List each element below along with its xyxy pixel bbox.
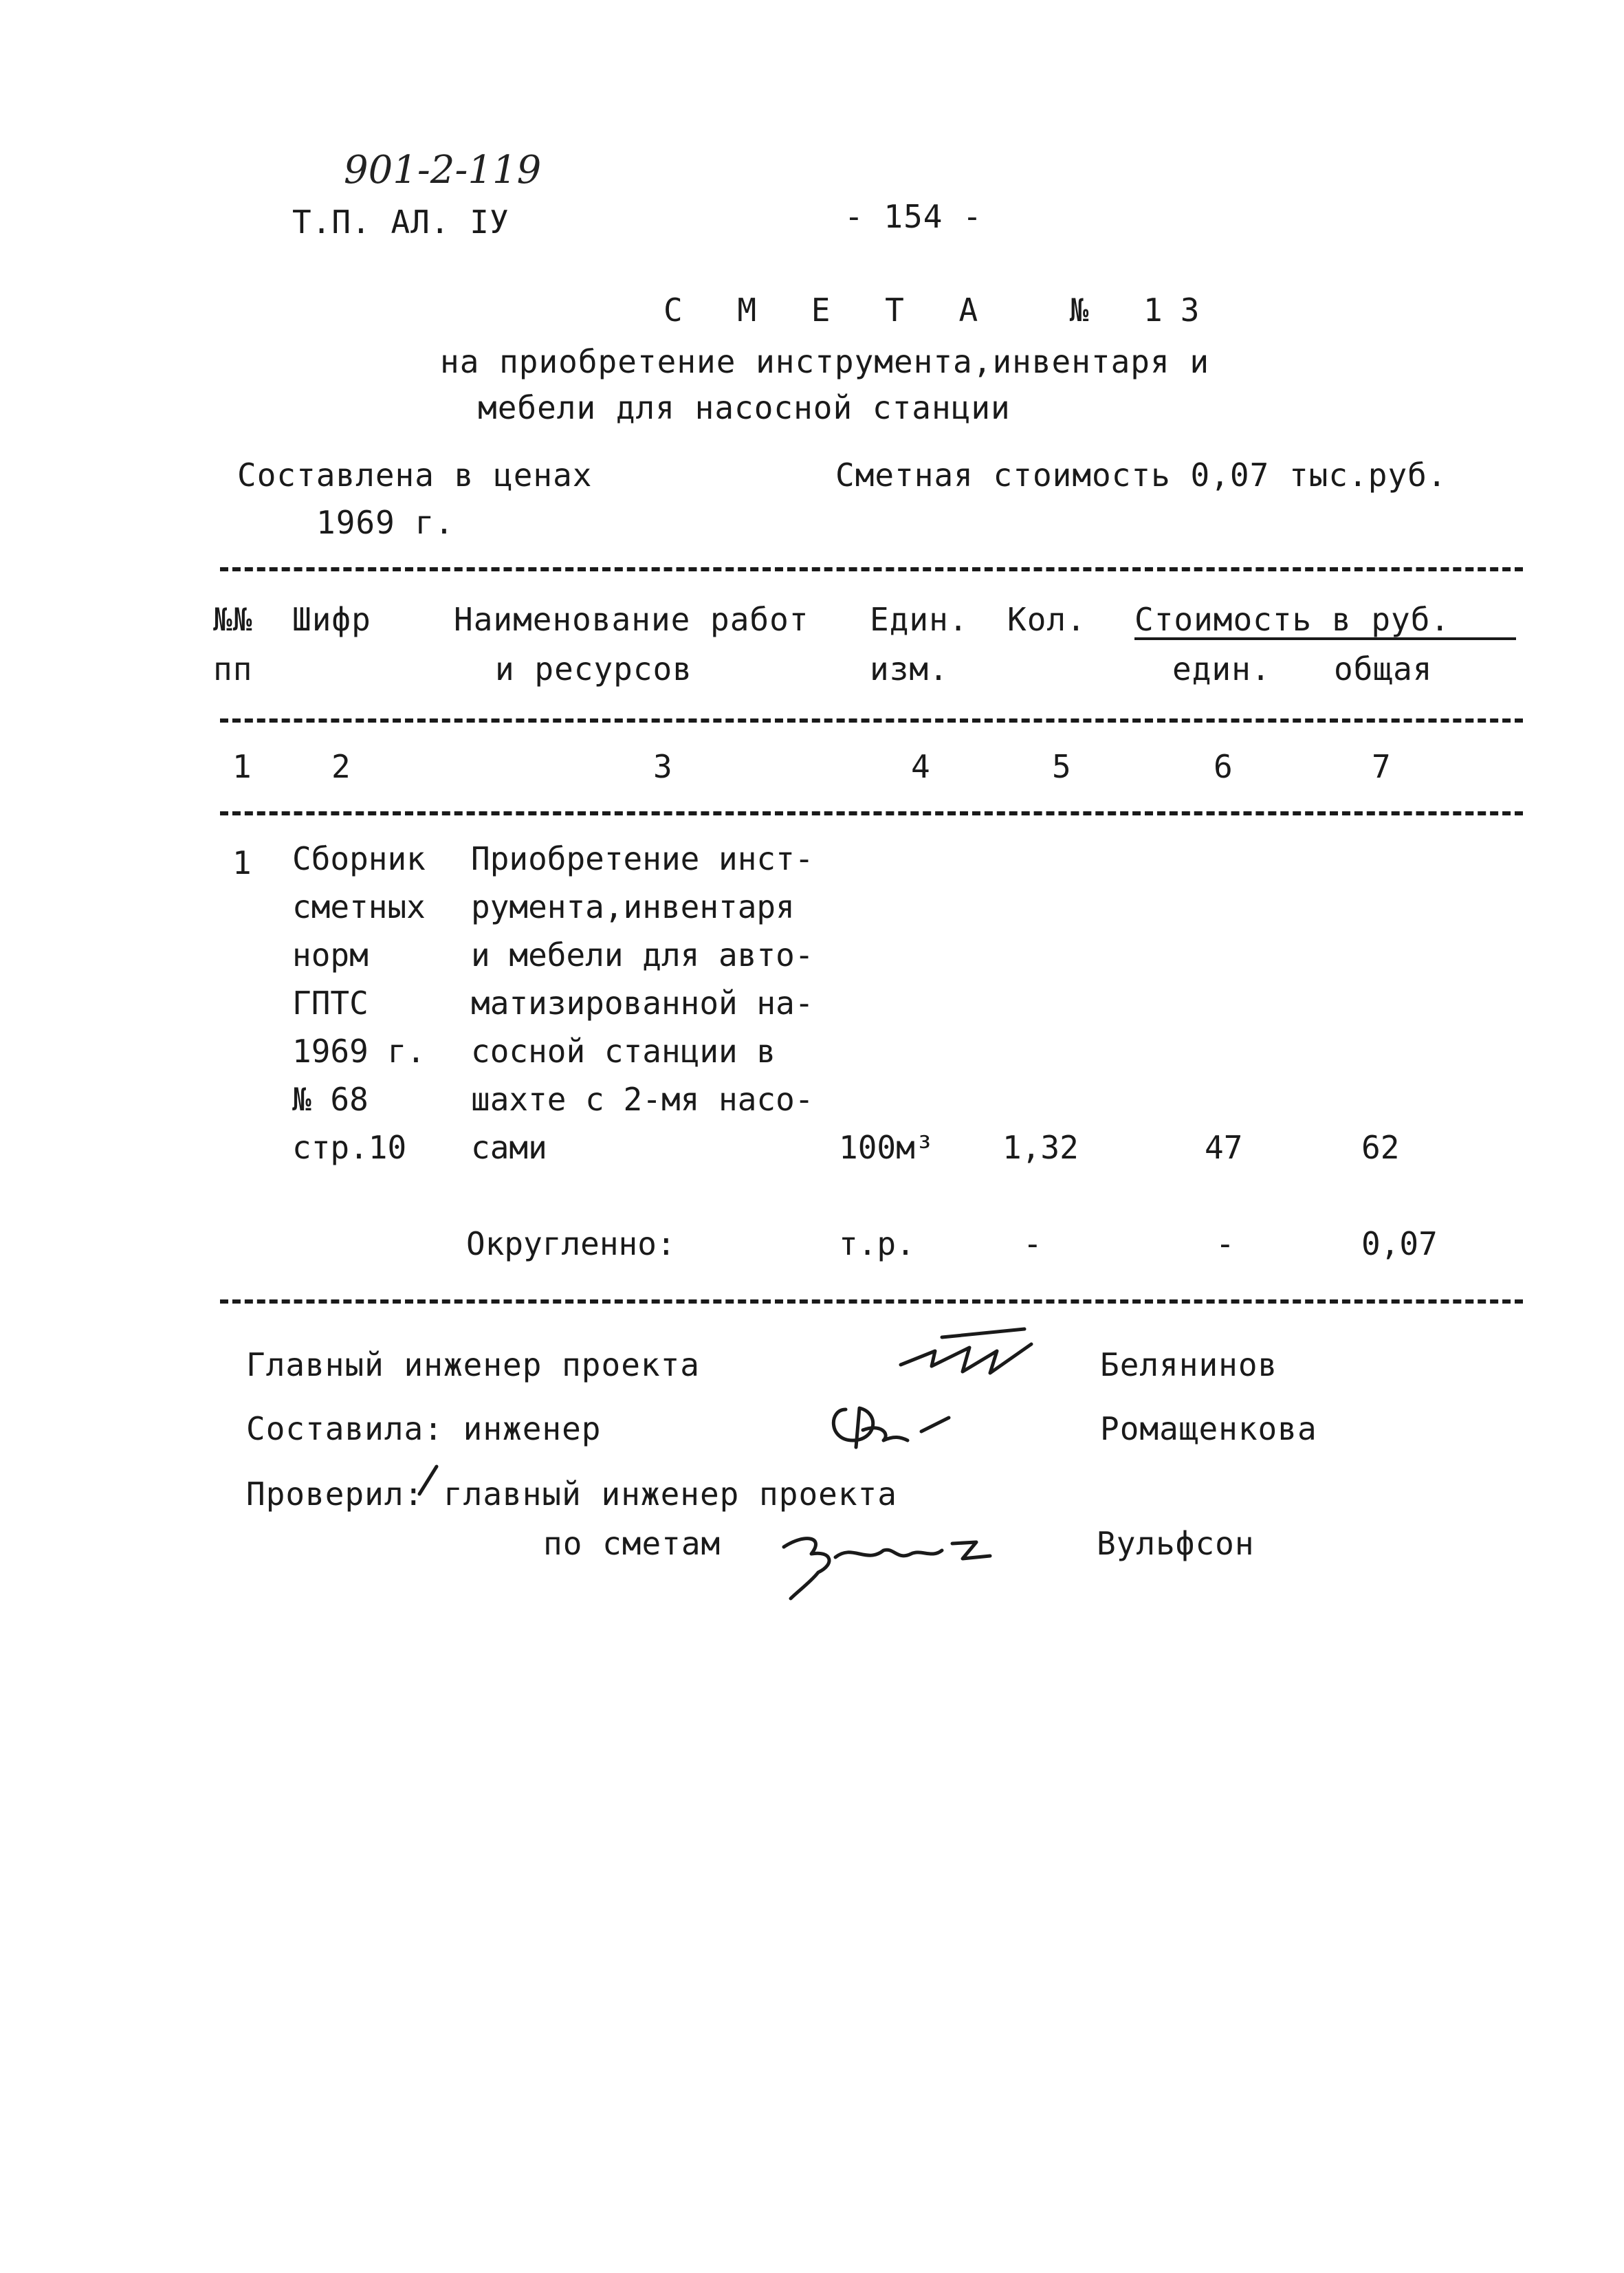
prices-label: Составлена в ценах: [237, 457, 593, 494]
document-title: С М Е Т А № 13: [663, 292, 1218, 329]
col-number-4: 4: [911, 748, 931, 785]
checked-name: Вульфсон: [1097, 1525, 1255, 1562]
header-name: Наименование работ: [454, 601, 809, 638]
header-num: №№: [213, 601, 253, 638]
header-cost-unit: един.: [1172, 650, 1271, 688]
compiler-signature: [825, 1382, 976, 1464]
row-code-line: № 68: [292, 1081, 369, 1118]
divider-top: [220, 567, 1523, 571]
header-unit-line2: изм.: [870, 650, 949, 688]
checked-label: Проверил: главный инженер проекта: [246, 1475, 897, 1513]
divider-colnums: [220, 811, 1523, 815]
header-num-pp: пп: [213, 650, 253, 688]
document-subtitle-line1: на приобретение инструмента,инвентаря и: [440, 343, 1210, 380]
row-code-line: сметных: [292, 888, 426, 925]
header-cost-total: общая: [1334, 650, 1433, 688]
row-name-line: шахте с 2-мя насо-: [471, 1081, 814, 1118]
row-name-line: сосной станции в: [471, 1033, 776, 1070]
rounded-label: Округленно:: [466, 1225, 676, 1262]
header-code: Шифр: [292, 601, 371, 638]
rounded-unit: т.р.: [839, 1225, 915, 1262]
row-name-line: румента,инвентаря: [471, 888, 795, 925]
col-number-2: 2: [331, 748, 351, 785]
col-number-6: 6: [1214, 748, 1233, 785]
col-number-3: 3: [653, 748, 673, 785]
row-code-line: Сборник: [292, 840, 426, 877]
divider-header: [220, 718, 1523, 723]
divider-bottom: [220, 1299, 1523, 1304]
col-number-1: 1: [232, 748, 252, 785]
col-number-7: 7: [1372, 748, 1392, 785]
header-cost-underline: [1134, 637, 1516, 640]
page-number: - 154 -: [844, 198, 983, 235]
header-cost-group: Стоимость в руб.: [1134, 601, 1451, 638]
chief-engineer-label: Главный инженер проекта: [246, 1346, 700, 1383]
row-code-line: ГПТС: [292, 985, 369, 1022]
row-unit-cost: 47: [1205, 1129, 1243, 1166]
header-qty: Кол.: [1007, 601, 1086, 638]
rounded-total-cost: 0,07: [1361, 1225, 1438, 1262]
header-name-line2: и ресурсов: [495, 650, 692, 688]
chief-engineer-name: Белянинов: [1100, 1346, 1278, 1383]
col-number-5: 5: [1052, 748, 1072, 785]
row-num: 1: [232, 844, 252, 881]
series-code: Т.П. АЛ. IУ: [292, 204, 509, 241]
estimated-cost: Сметная стоимость 0,07 тыс.руб.: [835, 457, 1447, 494]
row-unit: 100м³: [839, 1129, 934, 1166]
row-name-line: Приобретение инст-: [471, 840, 814, 877]
row-code-line: норм: [292, 936, 369, 974]
row-name-line: и мебели для авто-: [471, 936, 814, 974]
row-name-line: матизированной на-: [471, 985, 814, 1022]
document-subtitle-line2: мебели для насосной станции: [478, 389, 1011, 426]
compiled-label: Составила: инженер: [246, 1410, 602, 1447]
compiled-name: Ромащенкова: [1100, 1410, 1317, 1447]
handwritten-document-code: 901-2-119: [344, 148, 542, 193]
prices-year: 1969 г.: [316, 504, 454, 541]
row-qty: 1,32: [1002, 1129, 1079, 1166]
checked-label-line2: по сметам: [543, 1525, 721, 1562]
row-code-line: стр.10: [292, 1129, 407, 1166]
row-total-cost: 62: [1361, 1129, 1400, 1166]
rounded-unit-cost: -: [1216, 1225, 1235, 1262]
checker-signature: [770, 1516, 1018, 1605]
checked-tick-mark: [416, 1463, 443, 1497]
chief-engineer-signature: [894, 1324, 1045, 1385]
header-unit: Един.: [870, 601, 969, 638]
rounded-qty: -: [1023, 1225, 1042, 1262]
row-name-line: сами: [471, 1129, 547, 1166]
row-code-line: 1969 г.: [292, 1033, 426, 1070]
